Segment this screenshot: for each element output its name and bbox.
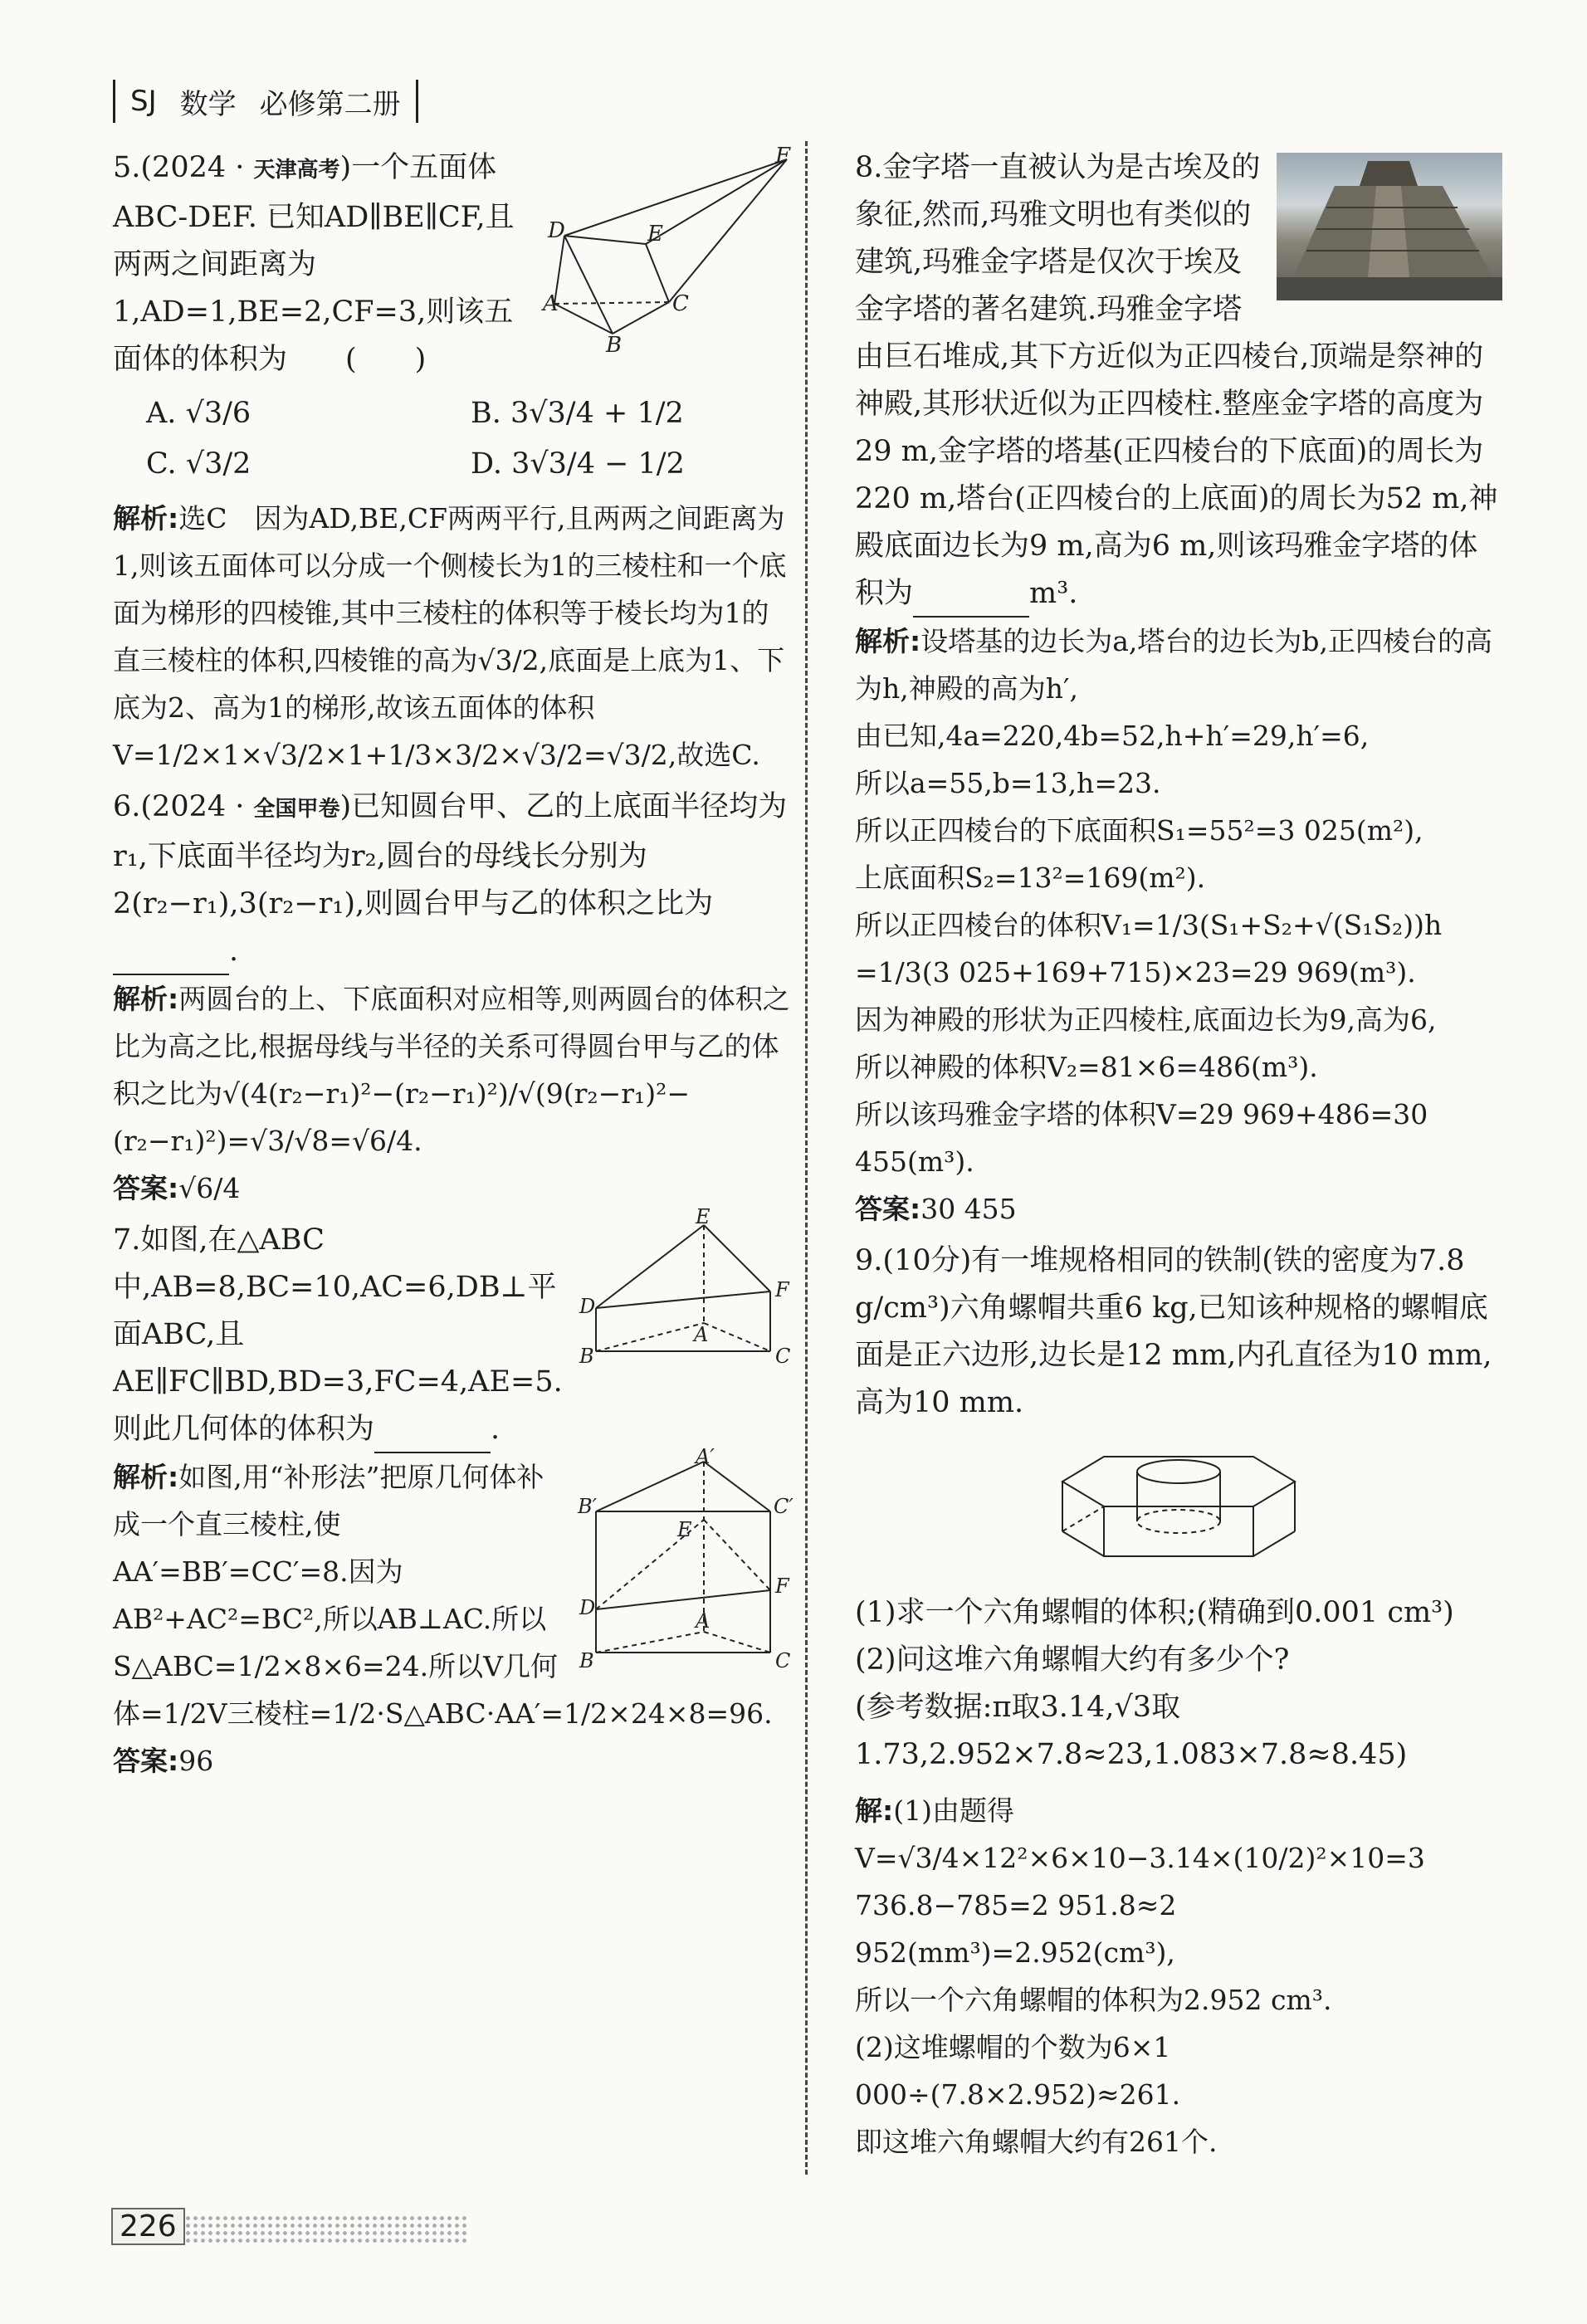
q6-source: 全国甲卷	[253, 797, 340, 822]
question-5	[113, 144, 795, 779]
fig7b-label-B: B	[579, 1649, 594, 1672]
q5-solution: 解析:选C 因为AD,BE,CF两两平行,且两两之间距离为1,则该五面体可以分成一个侧棱长为1的三棱柱和一个底面为梯形的四棱锥,其中三棱柱的体积等于棱长均为1的直三棱柱的体积,四棱锥的高为√3/2,底面是上底为1、下底为2、高为1的梯形,故该五面体的体积V=1/2×1×√3/2×1+1/3×3/2×√3/2=√3/2,故选C.	[113, 502, 787, 771]
q7-answer-blank[interactable]	[374, 1418, 491, 1453]
fig7b-label-A: A	[696, 1609, 710, 1633]
fig7b-label-D: D	[579, 1596, 596, 1619]
q8-solution-line: 设塔基的边长为a,塔台的边长为b,正四棱台的高为h,神殿的高为h′,	[855, 625, 1492, 705]
q9-sub1: (1)求一个六角螺帽的体积;(精确到0.001 cm³)	[855, 1596, 1454, 1629]
q8-solution-line: 因为神殿的形状为正四棱柱,底面边长为9,高为6,	[855, 1003, 1437, 1036]
question-7	[113, 1205, 795, 1784]
q8-solution: 解析:设塔基的边长为a,塔台的边长为b,正四棱台的高为h,神殿的高为h′, 由已知,4a=220,4b=52,h+h′=29,h′=6, 所以a=55,b=13,h=23. 所以正四棱台的下底面积S₁=55²=3 025(m²), 上底面积S₂=13²=169(m²). 所以正四棱台的体积V₁=1/3(S₁+S₂+√(S₁S₂))h =1/3(3 025+169+715)×23=29 969(m³). 因为神殿的形状为正四棱柱,底面边长为9,高为6, 所以神殿的体积V₂=81×6=486(m³). 所以该玛雅金字塔的体积V=29 969+486=30 455(m³).	[855, 618, 1502, 1185]
q5-stem: 5.(2024 · 天津高考)一个五面体ABC-DEF. 已知AD∥BE∥CF,且两两之间距离为1,AD=1,BE=2,CF=3,则该五面体的体积为 ( )	[113, 151, 515, 376]
pentahedron-figure	[543, 144, 795, 358]
page-number: 226	[111, 2208, 185, 2245]
fig5-label-C: C	[672, 291, 689, 316]
fig7-label-D: D	[579, 1295, 596, 1318]
fig5-label-E: E	[647, 222, 663, 247]
q8-solution-line: =1/3(3 025+169+715)×23=29 969(m³).	[855, 956, 1416, 989]
fig7b-label-A-prime: A′	[696, 1445, 715, 1468]
q6-answer: 答案:√6/4	[113, 1172, 241, 1204]
q8-solution-line: 上底面积S₂=13²=169(m²).	[855, 862, 1206, 894]
q6-solution: 解析:两圆台的上、下底面积对应相等,则两圆台的体积之比为高之比,根据母线与半径的关系可得圆台甲与乙的体积之比为√(4(r₂−r₁)²−(r₂−r₁)²)/√(9(r₂−r₁)²−(r₂−r₁)²)=√3/√8=√6/4.	[113, 983, 790, 1157]
fig7-label-E: E	[696, 1205, 710, 1228]
q8-solution-line: 所以正四棱台的体积V₁=1/3(S₁+S₂+√(S₁S₂))h	[855, 909, 1443, 941]
q9-solution-line: (1)由题得V=√3/4×12²×6×10−3.14×(10/2)²×10=3 736.8−785=2 951.8≈2 952(mm³)=2.952(cm³),	[855, 1794, 1425, 1969]
q8-solution-line: 所以神殿的体积V₂=81×6=486(m³).	[855, 1051, 1318, 1083]
q5-option-b: B. 3√3/4 + 1/2	[471, 397, 684, 430]
question-8	[855, 144, 1502, 1233]
fig5-label-F: F	[775, 144, 791, 168]
subject-label: 数学	[179, 87, 237, 121]
hex-nut-figure	[1054, 1438, 1303, 1563]
fig5-label-D: D	[548, 218, 565, 243]
q5-option-a: A. √3/6	[146, 397, 251, 430]
q5-option-d: D. 3√3/4 − 1/2	[471, 447, 685, 481]
left-column	[113, 139, 795, 1784]
q6-stem: 6.(2024 · 全国甲卷)已知圆台甲、乙的上底面半径均为r₁,下底面半径均为r₂,圆台的母线长分别为2(r₂−r₁),3(r₂−r₁),则圆台甲与乙的体积之比为.	[113, 784, 795, 975]
hex-nut-figure-wrap	[855, 1438, 1502, 1578]
book-label: 必修第二册	[259, 87, 401, 121]
q8-solution-line: 所以正四棱台的下底面积S₁=55²=3 025(m²),	[855, 814, 1423, 847]
q9-solution-line: (2)这堆螺帽的个数为6×1 000÷(7.8×2.952)≈261.	[855, 2031, 1181, 2111]
fig7-label-F: F	[775, 1278, 789, 1301]
mayan-pyramid-photo	[1277, 153, 1502, 300]
q9-stem: 9.(10分)有一堆规格相同的铁制(铁的密度为7.8 g/cm³)六角螺帽共重6 kg,已知该种规格的螺帽底面是正六边形,边长是12 mm,内孔直径为10 mm,高为10 mm.	[855, 1244, 1492, 1419]
fig5-label-B: B	[606, 333, 623, 358]
q5-source: 天津高考	[253, 158, 340, 183]
column-divider	[805, 141, 808, 2175]
q8-solution-line: 所以该玛雅金字塔的体积V=29 969+486=30 455(m³).	[855, 1098, 1428, 1178]
q9-reference: (参考数据:π取3.14,√3取1.73,2.952×7.8≈23,1.083×7.8≈8.45)	[855, 1691, 1408, 1771]
q5-option-c: C. √3/2	[146, 447, 251, 481]
q8-solution-line: 所以a=55,b=13,h=23.	[855, 767, 1161, 799]
fig7b-label-E: E	[677, 1518, 692, 1541]
q9-solution-line: 所以一个六角螺帽的体积为2.952 cm³.	[855, 1984, 1332, 2016]
fig7b-label-C-prime: C′	[774, 1495, 794, 1518]
q5-options	[113, 390, 795, 488]
q7-stem: 7.如图,在△ABC中,AB=8,BC=10,AC=6,DB⊥平面ABC,且AE∥FC∥BD,BD=3,FC=4,AE=5.则此几何体的体积为 .	[113, 1217, 795, 1453]
q7-figure	[579, 1205, 795, 1368]
q7-completion-figure	[578, 1445, 795, 1672]
fig7-label-C: C	[775, 1345, 791, 1368]
q9-solution-line: 即这堆六角螺帽大约有261个.	[855, 2126, 1218, 2158]
q6-answer-blank[interactable]	[113, 940, 229, 975]
question-9	[855, 1238, 1502, 2165]
fig7b-label-C: C	[775, 1649, 791, 1672]
fig7b-label-B-prime: B′	[578, 1495, 598, 1518]
fig5-label-A: A	[543, 291, 559, 316]
q9-sub2: (2)问这堆六角螺帽大约有多少个?	[855, 1643, 1290, 1677]
page-header	[113, 80, 418, 123]
q8-answer-blank[interactable]	[913, 583, 1029, 618]
right-column	[855, 139, 1502, 2165]
q8-answer: 答案:30 455	[855, 1193, 1017, 1225]
fig7-label-B: B	[579, 1345, 594, 1368]
q7-solution: 解析:如图,用“补形法”把原几何体补成一个直三棱柱,使AA′=BB′=CC′=8.因为AB²+AC²=BC²,所以AB⊥AC.所以S△ABC=1/2×8×6=24.所以V几何体=1/2V三棱柱=1/2·S△ABC·AA′=1/2×24×8=96.	[113, 1461, 773, 1730]
q8-stem: 8.金字塔一直被认为是古埃及的象征,然而,玛雅文明也有类似的建筑,玛雅金字塔是仅次于埃及金字塔的著名建筑.玛雅金字塔由巨石堆成,其下方近似为正四棱台,顶端是祭神的神殿,其形状近似为正四棱柱.整座金字塔的高度为29 m,金字塔的塔基(正四棱台的下底面)的周长为220 m,塔台(正四棱台的上底面)的周长为52 m,神殿底面边长为9 m,高为6 m,则该玛雅金字塔的体积为 m³.	[855, 144, 1502, 618]
q9-solution: 解:(1)由题得V=√3/4×12²×6×10−3.14×(10/2)²×10=3 736.8−785=2 951.8≈2 952(mm³)=2.952(cm³), 所以一个六角螺帽的体积为2.952 cm³. (2)这堆螺帽的个数为6×1 000÷(7.8×2.952)≈261. 即这堆六角螺帽大约有261个.	[855, 1787, 1502, 2165]
q8-solution-line: 由已知,4a=220,4b=52,h+h′=29,h′=6,	[855, 720, 1370, 752]
page-dots-decoration	[184, 2214, 466, 2243]
q7-answer: 答案:96	[113, 1745, 214, 1777]
series-label: SJ	[130, 85, 157, 118]
fig7b-label-F: F	[775, 1575, 789, 1598]
question-6	[113, 784, 795, 1212]
fig7-label-A: A	[694, 1323, 709, 1346]
